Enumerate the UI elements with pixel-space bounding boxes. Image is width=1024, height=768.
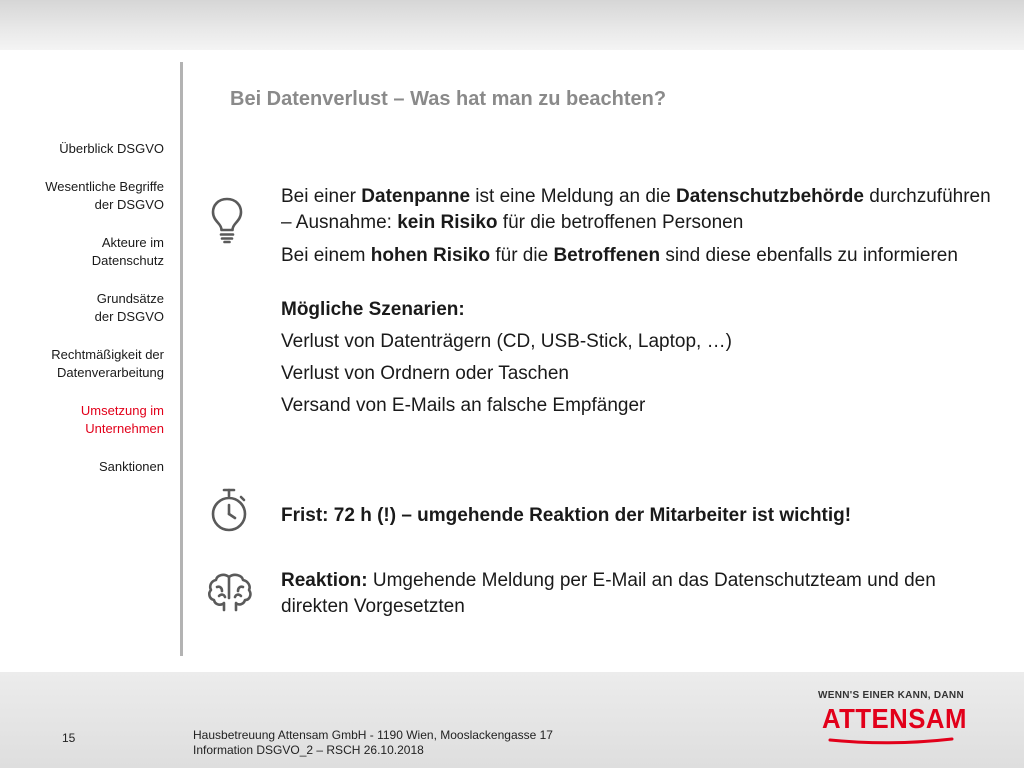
text-span: durchzuführen – Ausnahme: [281, 186, 991, 233]
datenpanne-paragraph [281, 184, 1001, 236]
sidebar-item-grundsaetze[interactable]: Grundsätze der DSGVO [94, 291, 164, 324]
page-title: Bei Datenverlust – Was hat man zu beachten? [230, 88, 667, 110]
footer-info [193, 728, 553, 758]
page-number: 15 [62, 731, 76, 745]
vertical-divider [180, 62, 183, 656]
text-span: Bei einem [281, 245, 371, 266]
text-span: Bei einer [281, 186, 362, 207]
sidebar-item-begriffe[interactable]: Wesentliche Begriffe der DSGVO [45, 179, 164, 212]
text-span: ist eine Meldung an die [470, 186, 676, 207]
hohes-risiko-paragraph [281, 243, 1001, 269]
bold-datenschutzbehoerde: Datenschutzbehörde [676, 186, 864, 207]
bold-datenpanne: Datenpanne [361, 186, 471, 207]
frist-text: Frist: 72 h (!) – umgehende Reaktion der Mitarbeiter ist wichtig! [281, 505, 852, 526]
text-span: für die betroffenen Personen [497, 212, 744, 233]
footer-line-1: Hausbetreuung Attensam GmbH - 1190 Wien, Mooslackengasse 17 [193, 728, 553, 742]
sidebar-nav [0, 140, 164, 496]
text-span: für die [490, 245, 554, 266]
text-span: Umgehende Meldung per E-Mail an das Datenschutzteam und den direkten Vorgesetzten [281, 570, 936, 617]
sidebar-item-ueberblick[interactable]: Überblick DSGVO [59, 141, 164, 156]
bold-reaktion: Reaktion: [281, 570, 368, 591]
content-block-reaktion [281, 568, 1001, 620]
text-span: sind diese ebenfalls zu informieren [660, 245, 958, 266]
scenario-item: Versand von E-Mails an falsche Empfänger [281, 395, 646, 416]
logo-brand: ATTENSAM [822, 703, 967, 734]
sidebar-item-akteure[interactable]: Akteure im Datenschutz [91, 235, 164, 268]
top-band [0, 0, 1024, 50]
sidebar-item-rechtmaessigkeit[interactable]: Rechtmäßigkeit der Datenverarbeitung [51, 347, 164, 380]
bold-hohes-risiko: hohen Risiko [370, 245, 491, 266]
sidebar-item-umsetzung[interactable]: Umsetzung im Unternehmen [80, 403, 164, 436]
attensam-logo [816, 690, 966, 746]
lightbulb-icon [209, 196, 245, 244]
scenario-item: Verlust von Ordnern oder Taschen [281, 363, 569, 384]
brain-icon [207, 572, 253, 614]
sidebar-item-sanktionen[interactable]: Sanktionen [98, 459, 164, 474]
footer-line-2: Information DSGVO_2 – RSCH 26.10.2018 [193, 743, 424, 757]
logo-swoosh-icon [826, 736, 956, 746]
scenario-item: Verlust von Datenträgern (CD, USB-Stick, Laptop, …) [281, 331, 732, 352]
bold-betroffenen: Betroffenen [553, 245, 661, 266]
scenarios-heading: Mögliche Szenarien: [281, 299, 465, 320]
reaktion-paragraph [281, 568, 1001, 620]
content-block-datenpanne [281, 184, 1001, 419]
stopwatch-icon [208, 487, 250, 535]
bold-kein-risiko: kein Risiko [397, 212, 498, 233]
logo-tagline: WENN'S EINER KANN, DANN [818, 690, 964, 701]
